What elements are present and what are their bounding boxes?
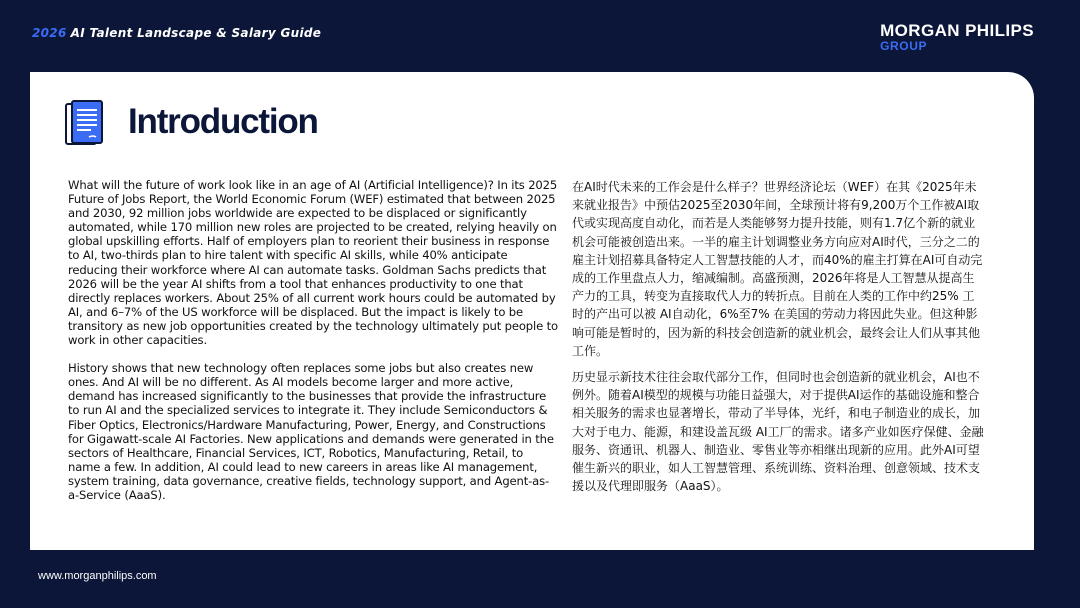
company-logo [880,22,1034,53]
section-title: Introduction [128,102,318,141]
report-year: 2026 [32,26,67,40]
english-paragraph-1: What will the future of work look like in an age of AI (Artificial Intelligence)? In its 2025 Future of Jobs Report, the World Economic Forum (WEF) estimated that between 2025 and 2030, 92 million jobs worldwide are expected to be displaced or significantly automated, while 170 million new roles are projected to be created, relying heavily on global upskilling efforts. Half of employers plan to reorient their business in response to AI, two-thirds plan to hire talent with specific AI skills, while 40% anticipate reducing their workforce where AI can automate tasks. Goldman Sachs predicts that 2026 will be the year AI shifts from a tool that enhances productivity to one that directly replaces workers. About 25% of all current work hours could be automated by AI, and 6–7% of the US workforce will be displaced. But the impact is likely to be transitory as new job opportunities created by the technology ultimately put people to work in other capacities. [68,178,558,348]
report-title-text: AI Talent Landscape & Salary Guide [70,26,322,40]
footer-url[interactable]: www.morganphilips.com [38,570,157,582]
report-title [32,26,321,40]
content-card [30,72,1034,550]
chinese-column [572,178,984,503]
logo-line-1: MORGAN PHILIPS [880,21,1034,40]
logo-line-2: GROUP [880,39,928,53]
chinese-paragraph-1: 在AI时代未来的工作会是什么样子？世界经济论坛（WEF）在其《2025年未来就业报告》中预估2025至2030年间，全球预计将有9,200万个工作被AI取代或实现高度自动化，而若是人类能够努力提升技能，则有1.7亿个新的就业机会可能被创造出来。一半的雇主计划调整业务方向应对AI时代，三分之二的雇主计划招募具备特定人工智慧技能的人才，而40%的雇主打算在AI可自动完成的工作里盘点人力，缩减编制。高盛预测，2026年将是人工智慧从提高生产力的工具，转变为直接取代人力的转折点。目前在人类的工作中约25% 工时的产出可以被 AI自动化，6%至7% 在美国的劳动力将因此失业。但这种影响可能是暂时的，因为新的科技会创造新的就业机会，最终会让人们从事其他工作。 [572,180,983,358]
document-icon [64,100,106,152]
chinese-paragraph-2: 历史显示新技术往往会取代部分工作，但同时也会创造新的就业机会，AI也不例外。随着AI模型的规模与功能日益强大，对于提供AI运作的基础设施和整合相关服务的需求也显著增长，带动了半导体，光纤，和电子制造业的成长，加大对于电力、能源，和建设盖瓦级 AI工厂的需求。诸多产业如医疗保健、金融服务、资通讯、机器人、制造业、零售业等亦相继出现新的应用。此外AI可望催生新兴的职业，如人工智慧管理、系统训练、资料治理、创意领域、技术支援以及代理即服务（AaaS）。 [572,370,984,494]
english-paragraph-2: History shows that new technology often replaces some jobs but also creates new ones. And AI will be no different. As AI models become larger and more active, demand has increased significantly to the businesses that provide the infrastructure to run AI and the specialized services to integrate it. They include Semiconductors & Fiber Optics, Electronics/Hardware Manufacturing, Power, Energy, and Constructions for Gigawatt-scale AI Factories. New applications and demands were generated in the sectors of Healthcare, Financial Services, ICT, Robotics, Manufacturing, Retail, to name a few. In addition, AI could lead to new careers in areas like AI management, system training, data governance, creative fields, technology support, and Agent-as-a-Service (AaaS). [68,361,554,502]
english-column [68,178,558,516]
